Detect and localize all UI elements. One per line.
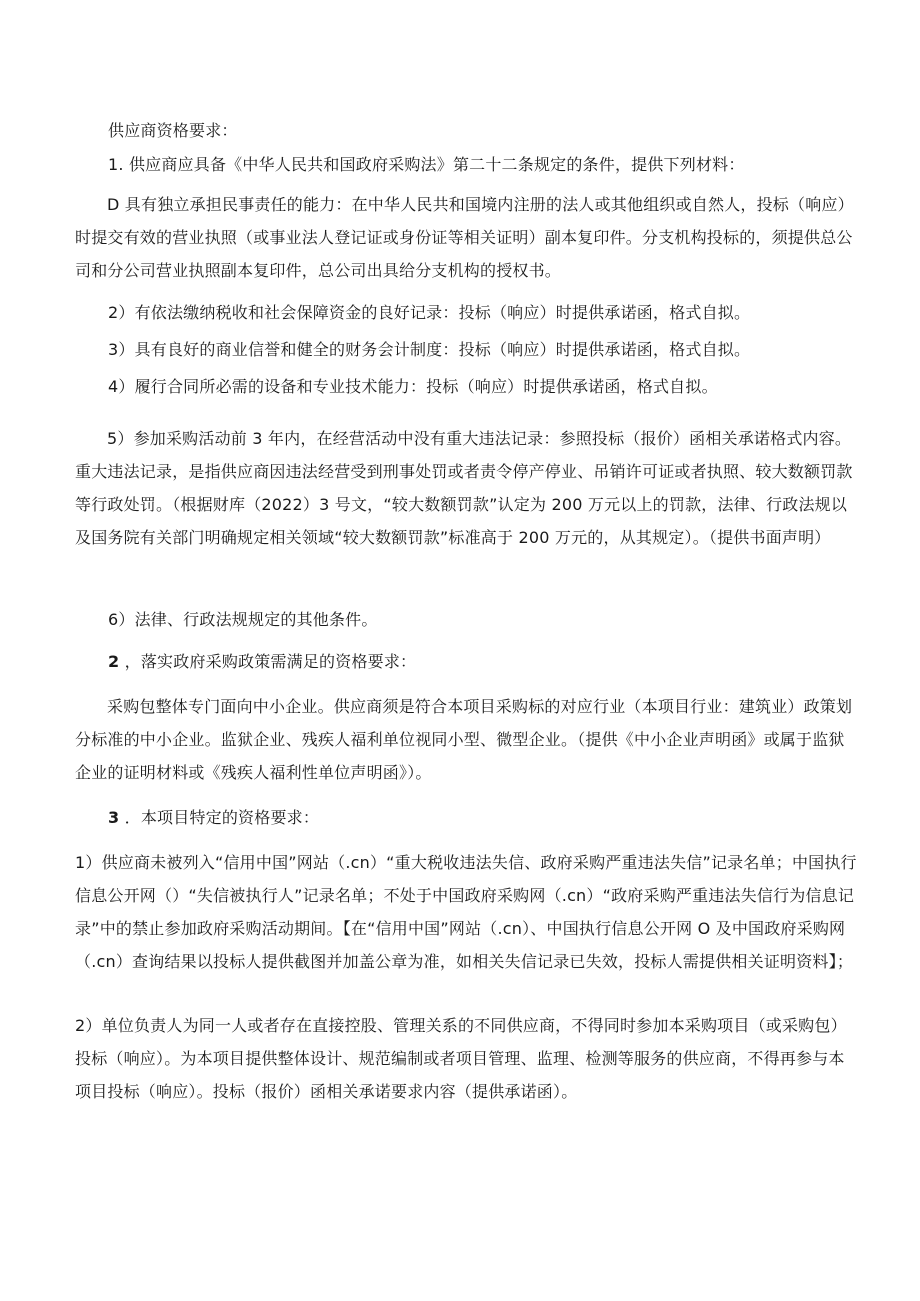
sub-item-5: 5）参加采购活动前 3 年内，在经营活动中没有重大违法记录：参照投标（报价）函相关承诺格式内容。重大违法记录，是指供应商因违法经营受到刑事处罚或者责令停产停业、吊销许可证或者执照、较大数额罚款等行政处罚。（根据财库（2022）3 号文，“较大数额罚款”认定为 200 万元以上的罚款，法律、行政法规以及国务院有关部门明确规定相关领域“较大数额罚款”标准高于 200 万元的，从其规定）。（提供书面声明） [75, 429, 853, 547]
item-2 [108, 645, 848, 678]
item-3-sub-1: 1）供应商未被列入“信用中国”网站（.cn）“重大税收违法失信、政府采购严重违法失信”记录名单；中国执行信息公开网（）“失信被执行人”记录名单；不处于中国政府采购网（.cn）“政府采购严重违法失信行为信息记录”中的禁止参加政府采购活动期间。【在“信用中国”网站（.cn）、中国执行信息公开网 O 及中国政府采购网（.cn）查询结果以投标人提供截图并加盖公章为准，如相关失信记录已失效，投标人需提供相关证明资料】； [75, 853, 857, 971]
sub-item-6: 6）法律、行政法规规定的其他条件。 [108, 610, 378, 629]
item-2-number: 2 [108, 652, 120, 671]
item-2-title: ，落实政府采购政策需满足的资格要求： [124, 652, 417, 671]
item-3 [108, 801, 848, 834]
sub-item-3: 3）具有良好的商业信誉和健全的财务会计制度：投标（响应）时提供承诺函，格式自拟。 [108, 340, 751, 359]
heading: 供应商资格要求： [108, 121, 238, 140]
item-3-sub-2: 2）单位负责人为同一人或者存在直接控股、管理关系的不同供应商，不得同时参加本采购项目（或采购包）投标（响应）。为本项目提供整体设计、规范编制或者项目管理、监理、检测等服务的供应商，不得再参与本项目投标（响应）。投标（报价）函相关承诺要求内容（提供承诺函）。 [75, 1016, 847, 1101]
sub-item-2: 2）有依法缴纳税收和社会保障资金的良好记录：投标（响应）时提供承诺函，格式自拟。 [108, 303, 751, 322]
item-2-body: 采购包整体专门面向中小企业。供应商须是符合本项目采购标的对应行业（本项目行业：建筑业）政策划分标准的中小企业。监狱企业、残疾人福利单位视同小型、微型企业。（提供《中小企业声明函》或属于监狱企业的证明材料或《残疾人福利性单位声明函》）。 [75, 697, 853, 782]
sub-item-4: 4）履行合同所必需的设备和专业技术能力：投标（响应）时提供承诺函，格式自拟。 [108, 377, 718, 396]
item-1: 1. 供应商应具备《中华人民共和国政府采购法》第二十二条规定的条件，提供下列材料： [108, 155, 745, 174]
item-3-number: 3 [108, 808, 120, 827]
sub-item-1: D 具有独立承担民事责任的能力：在中华人民共和国境内注册的法人或其他组织或自然人，投标（响应）时提交有效的营业执照（或事业法人登记证或身份证等相关证明）副本复印件。分支机构投标的，须提供总公司和分公司营业执照副本复印件，总公司出具给分支机构的授权书。 [75, 195, 854, 280]
item-3-title: ．本项目特定的资格要求： [124, 808, 320, 827]
